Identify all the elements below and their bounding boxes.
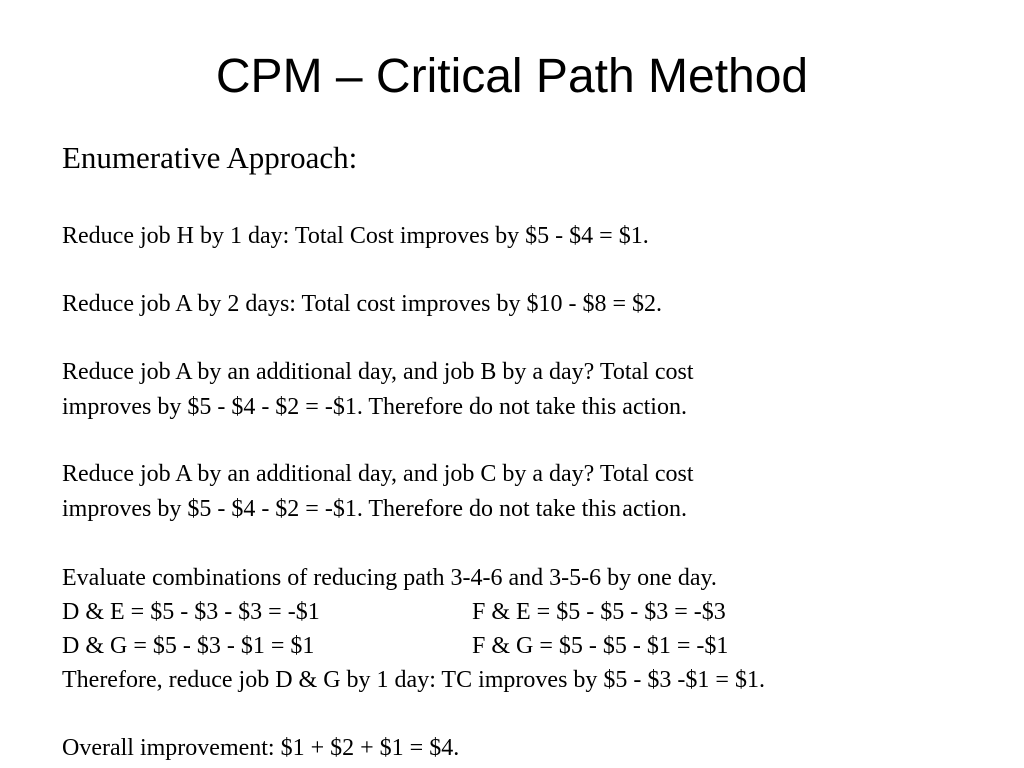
conclusion: Therefore, reduce job D & G by 1 day: TC improves by $5 - $3 -$1 = $1. <box>62 667 765 693</box>
combo-f-g: F & G = $5 - $5 - $1 = -$1 <box>472 633 729 659</box>
slide-subtitle: Enumerative Approach: <box>62 140 358 175</box>
paragraph-reduce-h: Reduce job H by 1 day: Total Cost improves by $5 - $4 = $1. <box>62 223 649 249</box>
paragraph-a-b-line-2: improves by $5 - $4 - $2 = -$1. Therefore do not take this action. <box>62 394 687 420</box>
combo-d-e: D & E = $5 - $3 - $3 = -$1 <box>62 599 320 625</box>
overall-improvement: Overall improvement: $1 + $2 + $1 = $4. <box>62 735 460 761</box>
combo-d-g: D & G = $5 - $3 - $1 = $1 <box>62 633 315 659</box>
paragraph-a-b-line-1: Reduce job A by an additional day, and job B by a day? Total cost <box>62 359 694 385</box>
paragraph-a-c-line-2: improves by $5 - $4 - $2 = -$1. Therefore do not take this action. <box>62 496 687 522</box>
paragraph-a-c-line-1: Reduce job A by an additional day, and job C by a day? Total cost <box>62 461 694 487</box>
evaluate-combinations: Evaluate combinations of reducing path 3-4-6 and 3-5-6 by one day. <box>62 565 717 591</box>
slide-title: CPM – Critical Path Method <box>215 50 809 103</box>
combo-f-e: F & E = $5 - $5 - $3 = -$3 <box>472 599 726 625</box>
paragraph-reduce-a: Reduce job A by 2 days: Total cost improves by $10 - $8 = $2. <box>62 291 663 317</box>
